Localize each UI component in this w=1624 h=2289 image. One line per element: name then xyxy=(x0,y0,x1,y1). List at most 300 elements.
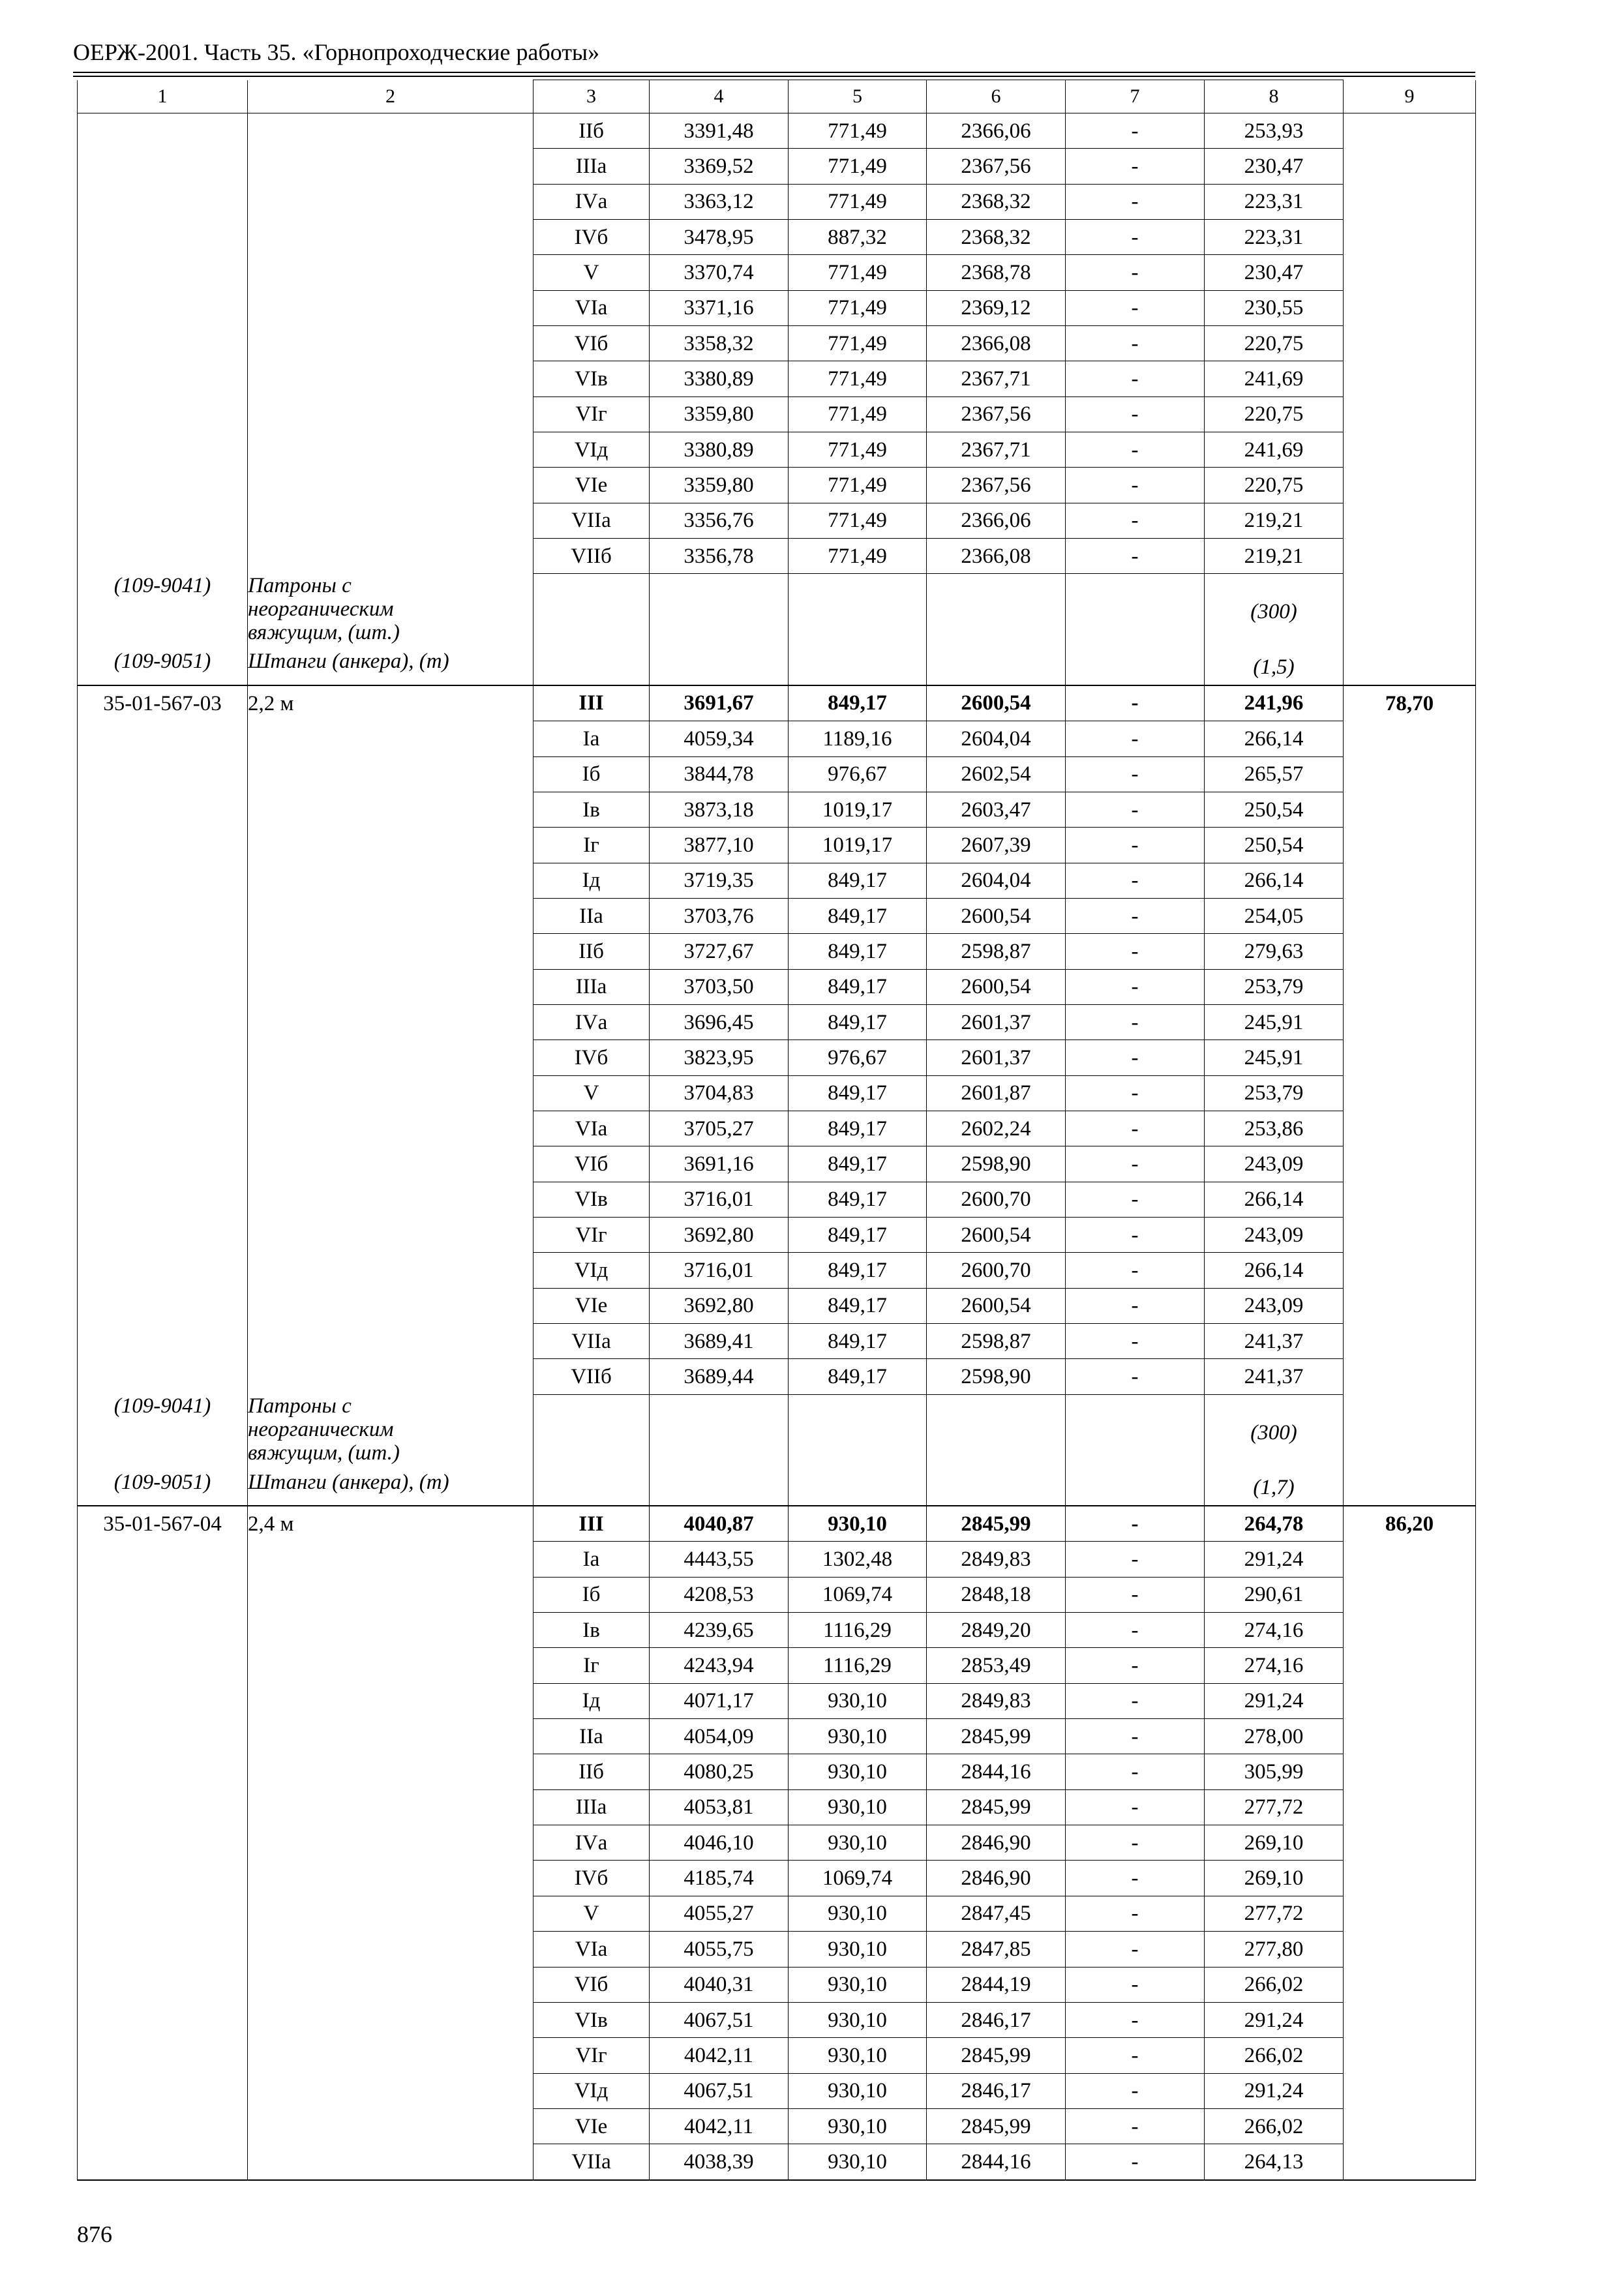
rate-code xyxy=(78,2144,248,2180)
machine-cost: 2366,08 xyxy=(927,539,1066,574)
labor-hours xyxy=(1344,898,1476,933)
total-cost: 4443,55 xyxy=(650,1542,789,1577)
total-cost: 3705,27 xyxy=(650,1111,789,1146)
material-code: (109-9041) xyxy=(78,574,248,650)
total-cost: 3692,80 xyxy=(650,1217,789,1252)
rate-code xyxy=(78,1111,248,1146)
rate-code xyxy=(78,1932,248,1967)
rate-name xyxy=(248,326,534,361)
labor-hours xyxy=(1344,1324,1476,1359)
table-row xyxy=(78,1075,1476,1111)
rate-code xyxy=(78,1075,248,1111)
condition-code: III xyxy=(534,1506,650,1542)
labor-hours xyxy=(1344,2144,1476,2180)
labor-cost: 849,17 xyxy=(789,1111,927,1146)
material-name-line: Патроны с xyxy=(248,1394,352,1418)
materials-cost: 266,14 xyxy=(1205,1182,1344,1217)
column-number: 8 xyxy=(1205,80,1344,113)
rates-table-body xyxy=(78,80,1476,2180)
labor-hours xyxy=(1344,539,1476,574)
driver-wages: - xyxy=(1066,2144,1205,2180)
table-row xyxy=(78,1324,1476,1359)
total-cost: 4239,65 xyxy=(650,1613,789,1648)
driver-wages: - xyxy=(1066,1146,1205,1182)
driver-wages: - xyxy=(1066,468,1205,503)
labor-cost: 930,10 xyxy=(789,1896,927,1931)
header-rule-bottom xyxy=(73,76,1475,77)
labor-cost: 1116,29 xyxy=(789,1648,927,1683)
labor-cost: 771,49 xyxy=(789,149,927,184)
machine-cost: 2849,20 xyxy=(927,1613,1066,1648)
materials-cost: 277,72 xyxy=(1205,1896,1344,1931)
column-number: 7 xyxy=(1066,80,1205,113)
labor-cost: 849,17 xyxy=(789,1288,927,1323)
empty-cell xyxy=(927,650,1066,685)
machine-cost: 2600,54 xyxy=(927,1217,1066,1252)
labor-cost: 849,17 xyxy=(789,685,927,721)
condition-code: Iв xyxy=(534,792,650,827)
machine-cost: 2367,56 xyxy=(927,468,1066,503)
rate-name xyxy=(248,149,534,184)
condition-code: VIа xyxy=(534,1111,650,1146)
rate-code xyxy=(78,1967,248,2002)
labor-hours xyxy=(1344,1967,1476,2002)
labor-cost: 849,17 xyxy=(789,1075,927,1111)
total-cost: 4040,87 xyxy=(650,1506,789,1542)
total-cost: 3363,12 xyxy=(650,184,789,219)
table-row xyxy=(78,1542,1476,1577)
driver-wages: - xyxy=(1066,1648,1205,1683)
materials-cost: 274,16 xyxy=(1205,1648,1344,1683)
condition-code: IIIа xyxy=(534,149,650,184)
table-row xyxy=(78,1506,1476,1542)
labor-cost: 849,17 xyxy=(789,969,927,1004)
labor-cost: 771,49 xyxy=(789,432,927,468)
table-row xyxy=(78,1648,1476,1683)
machine-cost: 2845,99 xyxy=(927,2108,1066,2144)
machine-cost: 2846,17 xyxy=(927,2002,1066,2037)
table-row xyxy=(78,1683,1476,1718)
rate-name xyxy=(248,539,534,574)
empty-cell xyxy=(1066,1471,1205,1506)
materials-cost: 291,24 xyxy=(1205,2002,1344,2037)
driver-wages: - xyxy=(1066,2073,1205,2108)
labor-cost: 849,17 xyxy=(789,1182,927,1217)
driver-wages: - xyxy=(1066,1217,1205,1252)
rate-code xyxy=(78,1683,248,1718)
labor-hours xyxy=(1344,1789,1476,1825)
material-row xyxy=(78,650,1476,685)
rate-code xyxy=(78,828,248,863)
condition-code: Iг xyxy=(534,828,650,863)
empty-cell xyxy=(1344,1471,1476,1506)
rate-code: 35-01-567-04 xyxy=(78,1506,248,1542)
condition-code: IIIа xyxy=(534,969,650,1004)
labor-hours xyxy=(1344,184,1476,219)
total-cost: 3703,76 xyxy=(650,898,789,933)
material-code: (109-9051) xyxy=(78,1471,248,1506)
empty-cell xyxy=(927,1471,1066,1506)
materials-cost: 291,24 xyxy=(1205,2073,1344,2108)
rate-code xyxy=(78,756,248,792)
condition-code: IIб xyxy=(534,934,650,969)
total-cost: 4042,11 xyxy=(650,2038,789,2073)
driver-wages: - xyxy=(1066,685,1205,721)
rate-name xyxy=(248,1613,534,1648)
rate-name: 2,4 м xyxy=(248,1506,534,1542)
driver-wages: - xyxy=(1066,1004,1205,1040)
column-number: 1 xyxy=(78,80,248,113)
rate-name xyxy=(248,2038,534,2073)
labor-hours xyxy=(1344,113,1476,149)
total-cost: 3689,44 xyxy=(650,1359,789,1394)
rate-code xyxy=(78,113,248,149)
total-cost: 3370,74 xyxy=(650,255,789,290)
machine-cost: 2367,71 xyxy=(927,432,1066,468)
labor-cost: 771,49 xyxy=(789,184,927,219)
labor-hours xyxy=(1344,969,1476,1004)
driver-wages: - xyxy=(1066,1577,1205,1612)
rate-code xyxy=(78,1182,248,1217)
total-cost: 4059,34 xyxy=(650,721,789,756)
condition-code: III xyxy=(534,685,650,721)
materials-cost: 223,31 xyxy=(1205,184,1344,219)
material-name-line: Штанги (анкера), (т) xyxy=(248,650,449,674)
table-row xyxy=(78,1217,1476,1252)
empty-cell xyxy=(534,574,650,650)
driver-wages: - xyxy=(1066,2002,1205,2037)
rate-code xyxy=(78,969,248,1004)
rate-code xyxy=(78,898,248,933)
materials-cost: 266,02 xyxy=(1205,1967,1344,2002)
condition-code: VIб xyxy=(534,1146,650,1182)
rate-name xyxy=(248,1542,534,1577)
labor-cost: 849,17 xyxy=(789,1146,927,1182)
materials-cost: 220,75 xyxy=(1205,326,1344,361)
material-row xyxy=(78,574,1476,650)
labor-hours xyxy=(1344,396,1476,432)
driver-wages: - xyxy=(1066,539,1205,574)
total-cost: 3689,41 xyxy=(650,1324,789,1359)
total-cost: 4054,09 xyxy=(650,1719,789,1754)
machine-cost: 2846,17 xyxy=(927,2073,1066,2108)
empty-cell xyxy=(650,574,789,650)
rate-code xyxy=(78,432,248,468)
machine-cost: 2598,87 xyxy=(927,934,1066,969)
empty-cell xyxy=(927,1394,1066,1471)
total-cost: 3877,10 xyxy=(650,828,789,863)
total-cost: 3369,52 xyxy=(650,149,789,184)
rate-name xyxy=(248,1683,534,1718)
table-row xyxy=(78,2038,1476,2073)
labor-hours xyxy=(1344,1111,1476,1146)
labor-hours xyxy=(1344,828,1476,863)
materials-cost: 243,09 xyxy=(1205,1217,1344,1252)
labor-cost: 930,10 xyxy=(789,1932,927,1967)
labor-hours xyxy=(1344,2073,1476,2108)
driver-wages: - xyxy=(1066,1182,1205,1217)
condition-code: VIе xyxy=(534,1288,650,1323)
materials-cost: 230,47 xyxy=(1205,149,1344,184)
labor-hours xyxy=(1344,863,1476,898)
labor-hours xyxy=(1344,361,1476,396)
condition-code: VIIа xyxy=(534,2144,650,2180)
machine-cost: 2845,99 xyxy=(927,2038,1066,2073)
machine-cost: 2602,24 xyxy=(927,1111,1066,1146)
materials-cost: 241,96 xyxy=(1205,685,1344,721)
materials-cost: 277,80 xyxy=(1205,1932,1344,1967)
labor-cost: 930,10 xyxy=(789,2002,927,2037)
machine-cost: 2367,56 xyxy=(927,396,1066,432)
total-cost: 4067,51 xyxy=(650,2002,789,2037)
rate-code xyxy=(78,1004,248,1040)
labor-cost: 771,49 xyxy=(789,290,927,325)
empty-cell xyxy=(534,650,650,685)
labor-cost: 930,10 xyxy=(789,1825,927,1861)
condition-code: IIб xyxy=(534,113,650,149)
table-row xyxy=(78,468,1476,503)
driver-wages: - xyxy=(1066,220,1205,255)
materials-cost: 219,21 xyxy=(1205,503,1344,538)
table-row xyxy=(78,828,1476,863)
labor-cost: 849,17 xyxy=(789,898,927,933)
material-quantity: (300) xyxy=(1205,1394,1344,1471)
total-cost: 3359,80 xyxy=(650,396,789,432)
rate-name xyxy=(248,361,534,396)
total-cost: 3719,35 xyxy=(650,863,789,898)
machine-cost: 2601,37 xyxy=(927,1004,1066,1040)
machine-cost: 2600,54 xyxy=(927,969,1066,1004)
materials-cost: 266,14 xyxy=(1205,721,1344,756)
rate-name xyxy=(248,969,534,1004)
condition-code: VIв xyxy=(534,1182,650,1217)
total-cost: 4040,31 xyxy=(650,1967,789,2002)
material-name xyxy=(248,1471,534,1506)
condition-code: VIг xyxy=(534,1217,650,1252)
rate-name xyxy=(248,898,534,933)
condition-code: Iд xyxy=(534,1683,650,1718)
labor-hours xyxy=(1344,1683,1476,1718)
labor-hours xyxy=(1344,1146,1476,1182)
driver-wages: - xyxy=(1066,2038,1205,2073)
material-name-line: неорганическим xyxy=(248,1418,394,1442)
labor-hours xyxy=(1344,1004,1476,1040)
condition-code: IIб xyxy=(534,1754,650,1789)
rates-table xyxy=(77,80,1476,2181)
rate-code xyxy=(78,1825,248,1861)
labor-hours xyxy=(1344,792,1476,827)
labor-hours xyxy=(1344,220,1476,255)
condition-code: VIIа xyxy=(534,1324,650,1359)
machine-cost: 2368,32 xyxy=(927,184,1066,219)
empty-cell xyxy=(1344,574,1476,650)
driver-wages: - xyxy=(1066,1359,1205,1394)
total-cost: 4038,39 xyxy=(650,2144,789,2180)
rate-code xyxy=(78,1146,248,1182)
rate-code xyxy=(78,2038,248,2073)
material-name xyxy=(248,650,534,685)
rate-code xyxy=(78,326,248,361)
driver-wages: - xyxy=(1066,1683,1205,1718)
driver-wages: - xyxy=(1066,1506,1205,1542)
driver-wages: - xyxy=(1066,432,1205,468)
empty-cell xyxy=(789,1471,927,1506)
rate-name xyxy=(248,1004,534,1040)
rate-name xyxy=(248,1896,534,1931)
table-row xyxy=(78,1359,1476,1394)
driver-wages: - xyxy=(1066,396,1205,432)
table-row xyxy=(78,1861,1476,1896)
table-row xyxy=(78,1789,1476,1825)
labor-hours xyxy=(1344,1040,1476,1075)
condition-code: VIг xyxy=(534,2038,650,2073)
driver-wages: - xyxy=(1066,184,1205,219)
table-row xyxy=(78,432,1476,468)
condition-code: Iб xyxy=(534,756,650,792)
table-row xyxy=(78,184,1476,219)
rate-name xyxy=(248,1359,534,1394)
condition-code: VIв xyxy=(534,2002,650,2037)
total-cost: 4046,10 xyxy=(650,1825,789,1861)
materials-cost: 278,00 xyxy=(1205,1719,1344,1754)
labor-hours xyxy=(1344,2108,1476,2144)
table-row xyxy=(78,220,1476,255)
machine-cost: 2603,47 xyxy=(927,792,1066,827)
machine-cost: 2366,06 xyxy=(927,503,1066,538)
driver-wages: - xyxy=(1066,1861,1205,1896)
table-row xyxy=(78,898,1476,933)
rate-name xyxy=(248,1253,534,1288)
labor-cost: 930,10 xyxy=(789,2073,927,2108)
rate-code xyxy=(78,1789,248,1825)
empty-cell xyxy=(927,574,1066,650)
table-row xyxy=(78,1577,1476,1612)
condition-code: Iа xyxy=(534,721,650,756)
table-row xyxy=(78,113,1476,149)
materials-cost: 266,14 xyxy=(1205,863,1344,898)
table-row xyxy=(78,934,1476,969)
condition-code: VIа xyxy=(534,290,650,325)
total-cost: 4071,17 xyxy=(650,1683,789,1718)
rate-name xyxy=(248,432,534,468)
machine-cost: 2846,90 xyxy=(927,1861,1066,1896)
condition-code: Iв xyxy=(534,1613,650,1648)
materials-cost: 279,63 xyxy=(1205,934,1344,969)
labor-cost: 1069,74 xyxy=(789,1861,927,1896)
material-quantity: (300) xyxy=(1205,574,1344,650)
rate-code xyxy=(78,2108,248,2144)
total-cost: 3380,89 xyxy=(650,361,789,396)
machine-cost: 2600,70 xyxy=(927,1182,1066,1217)
machine-cost: 2600,70 xyxy=(927,1253,1066,1288)
table-row xyxy=(78,2144,1476,2180)
labor-hours xyxy=(1344,290,1476,325)
driver-wages: - xyxy=(1066,1896,1205,1931)
labor-hours xyxy=(1344,2002,1476,2037)
labor-cost: 930,10 xyxy=(789,1789,927,1825)
labor-cost: 771,49 xyxy=(789,326,927,361)
table-row xyxy=(78,1754,1476,1789)
empty-cell xyxy=(789,1394,927,1471)
driver-wages: - xyxy=(1066,1789,1205,1825)
rate-name xyxy=(248,113,534,149)
machine-cost: 2367,71 xyxy=(927,361,1066,396)
rate-name xyxy=(248,1577,534,1612)
rate-code xyxy=(78,934,248,969)
labor-cost: 771,49 xyxy=(789,361,927,396)
materials-cost: 245,91 xyxy=(1205,1004,1344,1040)
materials-cost: 241,37 xyxy=(1205,1359,1344,1394)
condition-code: IIIа xyxy=(534,1789,650,1825)
rate-name xyxy=(248,721,534,756)
materials-cost: 266,14 xyxy=(1205,1253,1344,1288)
materials-cost: 243,09 xyxy=(1205,1146,1344,1182)
machine-cost: 2853,49 xyxy=(927,1648,1066,1683)
rate-name xyxy=(248,1825,534,1861)
rate-name xyxy=(248,756,534,792)
table-row xyxy=(78,1253,1476,1288)
machine-cost: 2844,19 xyxy=(927,1967,1066,2002)
condition-code: IVа xyxy=(534,184,650,219)
materials-cost: 241,69 xyxy=(1205,361,1344,396)
condition-code: V xyxy=(534,1896,650,1931)
labor-hours xyxy=(1344,1075,1476,1111)
labor-cost: 930,10 xyxy=(789,1967,927,2002)
empty-cell xyxy=(789,574,927,650)
machine-cost: 2847,85 xyxy=(927,1932,1066,1967)
table-row xyxy=(78,1111,1476,1146)
table-row xyxy=(78,756,1476,792)
labor-cost: 930,10 xyxy=(789,1506,927,1542)
machine-cost: 2604,04 xyxy=(927,721,1066,756)
labor-hours xyxy=(1344,1542,1476,1577)
materials-cost: 291,24 xyxy=(1205,1683,1344,1718)
driver-wages: - xyxy=(1066,1967,1205,2002)
labor-cost: 930,10 xyxy=(789,1719,927,1754)
driver-wages: - xyxy=(1066,326,1205,361)
labor-cost: 771,49 xyxy=(789,396,927,432)
table-row xyxy=(78,1967,1476,2002)
condition-code: VIа xyxy=(534,1932,650,1967)
machine-cost: 2849,83 xyxy=(927,1542,1066,1577)
condition-code: VIд xyxy=(534,432,650,468)
column-number-row xyxy=(78,80,1476,113)
rate-code xyxy=(78,1861,248,1896)
machine-cost: 2849,83 xyxy=(927,1683,1066,1718)
condition-code: IIа xyxy=(534,898,650,933)
labor-hours xyxy=(1344,468,1476,503)
total-cost: 3691,67 xyxy=(650,685,789,721)
materials-cost: 250,54 xyxy=(1205,828,1344,863)
driver-wages: - xyxy=(1066,1719,1205,1754)
material-code: (109-9041) xyxy=(78,1394,248,1471)
rate-code xyxy=(78,792,248,827)
materials-cost: 264,78 xyxy=(1205,1506,1344,1542)
materials-cost: 241,37 xyxy=(1205,1324,1344,1359)
condition-code: Iд xyxy=(534,863,650,898)
total-cost: 3716,01 xyxy=(650,1182,789,1217)
labor-cost: 930,10 xyxy=(789,1683,927,1718)
table-row xyxy=(78,149,1476,184)
condition-code: IVб xyxy=(534,220,650,255)
labor-hours xyxy=(1344,1359,1476,1394)
labor-hours xyxy=(1344,721,1476,756)
condition-code: Iб xyxy=(534,1577,650,1612)
labor-hours xyxy=(1344,1932,1476,1967)
labor-cost: 1116,29 xyxy=(789,1613,927,1648)
condition-code: VIIа xyxy=(534,503,650,538)
machine-cost: 2600,54 xyxy=(927,685,1066,721)
